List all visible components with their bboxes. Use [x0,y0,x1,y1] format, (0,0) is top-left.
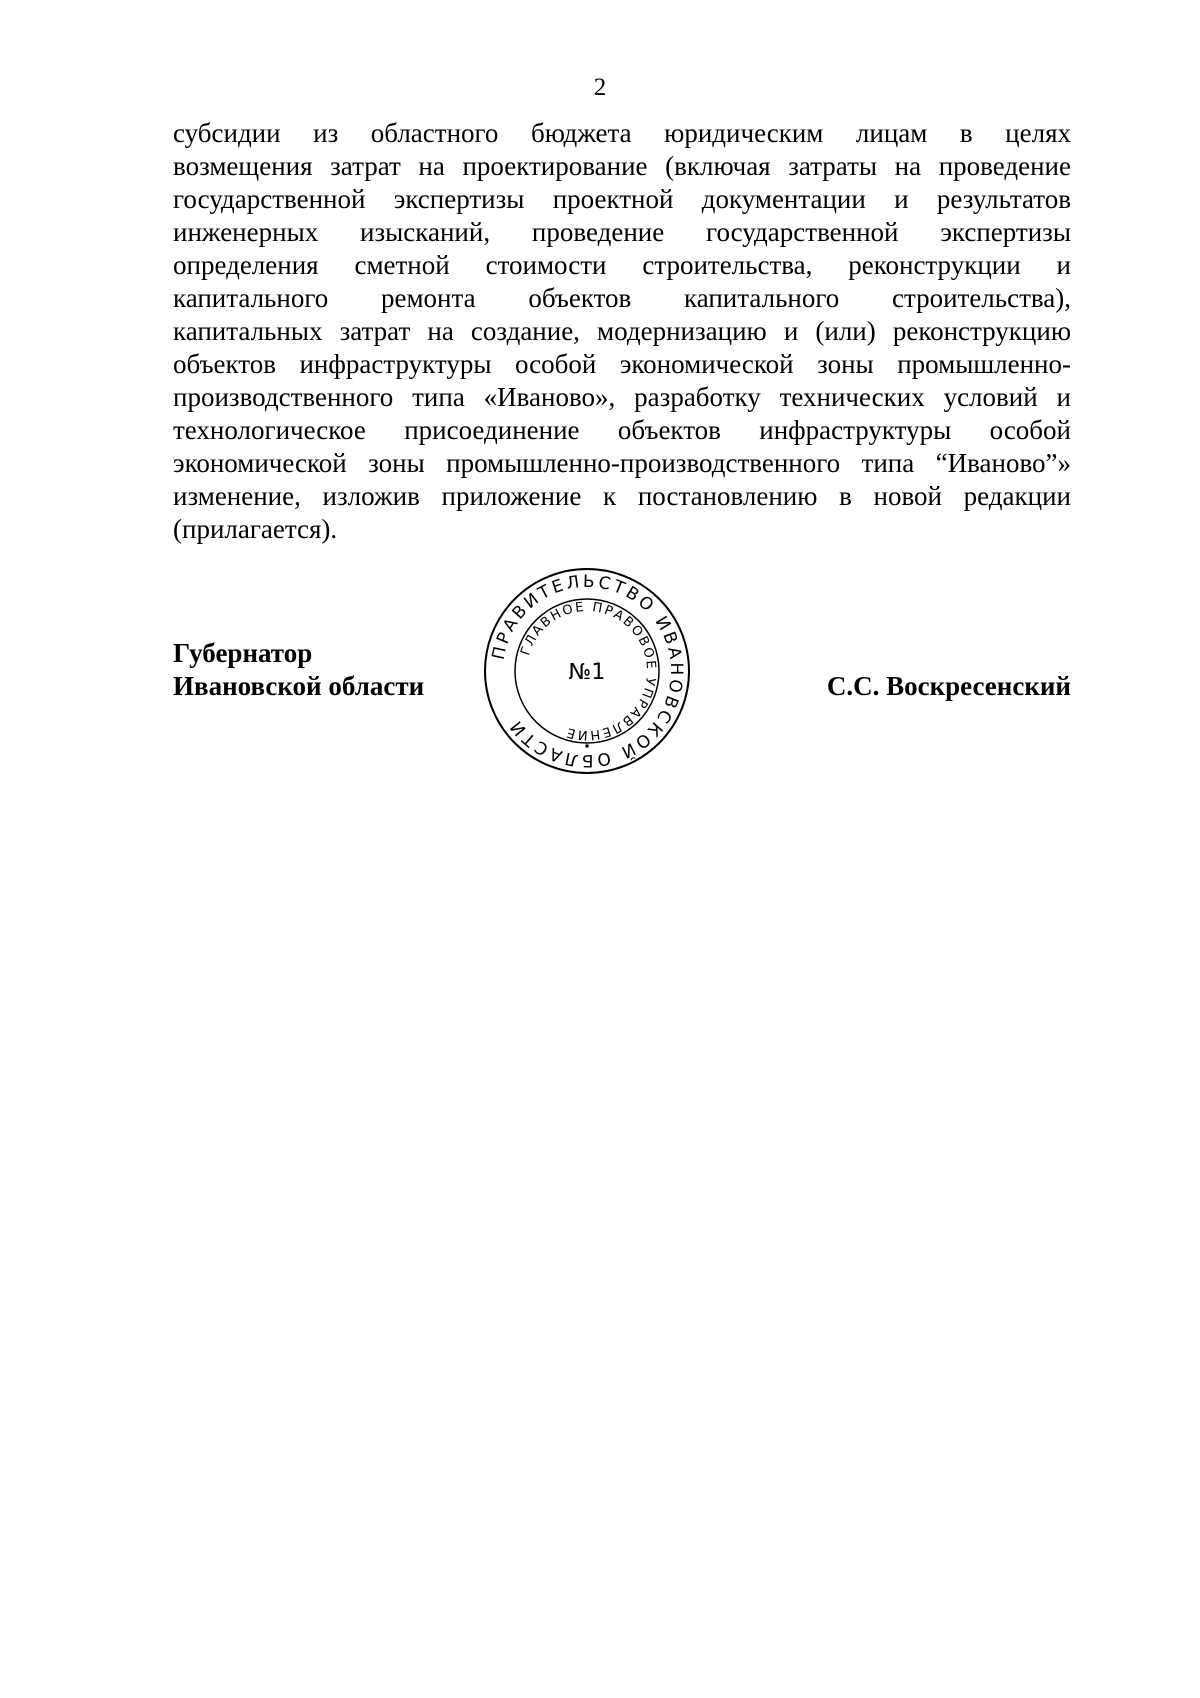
body-line: капитального ремонта объектов капитального строительства), [173,283,1071,313]
body-line: капитальных затрат на создание, модернизацию и (или) реконструкцию [173,316,1071,346]
seal-outer-text: ПРАВИТЕЛЬСТВО ИВАНОВСКОЙ ОБЛАСТИ [488,571,687,771]
signatory-title-line2: Ивановской области [173,671,425,701]
body-line: производственного типа «Иваново», разработку технических условий и [173,382,1071,412]
body-line: инженерных изысканий, проведение государственной экспертизы [173,217,1071,247]
signatory-title-line1: Губернатор [173,638,313,668]
body-line: объектов инфраструктуры особой экономической зоны промышленно- [173,349,1071,379]
signatory-name: С.С. Воскресенский [826,671,1071,701]
body-line: изменение, изложив приложение к постановлению в новой редакции [173,481,1071,511]
seal-inner-text: ГЛАВНОЕ ПРАВОВОЕ УПРАВЛЕНИЕ [518,599,659,743]
body-line: определения сметной стоимости строительства, реконструкции и [173,250,1071,280]
signatory-title [173,637,424,703]
page-number: 2 [593,74,607,101]
seal-dot [585,744,589,748]
body-line: возмещения затрат на проектирование (включая затраты на проведение [173,151,1071,181]
body-line: (прилагается). [173,514,338,544]
official-seal-stamp [481,565,693,777]
body-line: субсидии из областного бюджета юридическим лицам в целях [173,118,1071,148]
body-line: государственной экспертизы проектной документации и результатов [173,184,1071,214]
seal-number: №1 [568,660,606,685]
body-line: экономической зоны промышленно-производственного типа “Иваново”» [173,448,1071,478]
body-line: технологическое присоединение объектов инфраструктуры особой [173,415,1071,445]
body-paragraph [173,117,1071,546]
